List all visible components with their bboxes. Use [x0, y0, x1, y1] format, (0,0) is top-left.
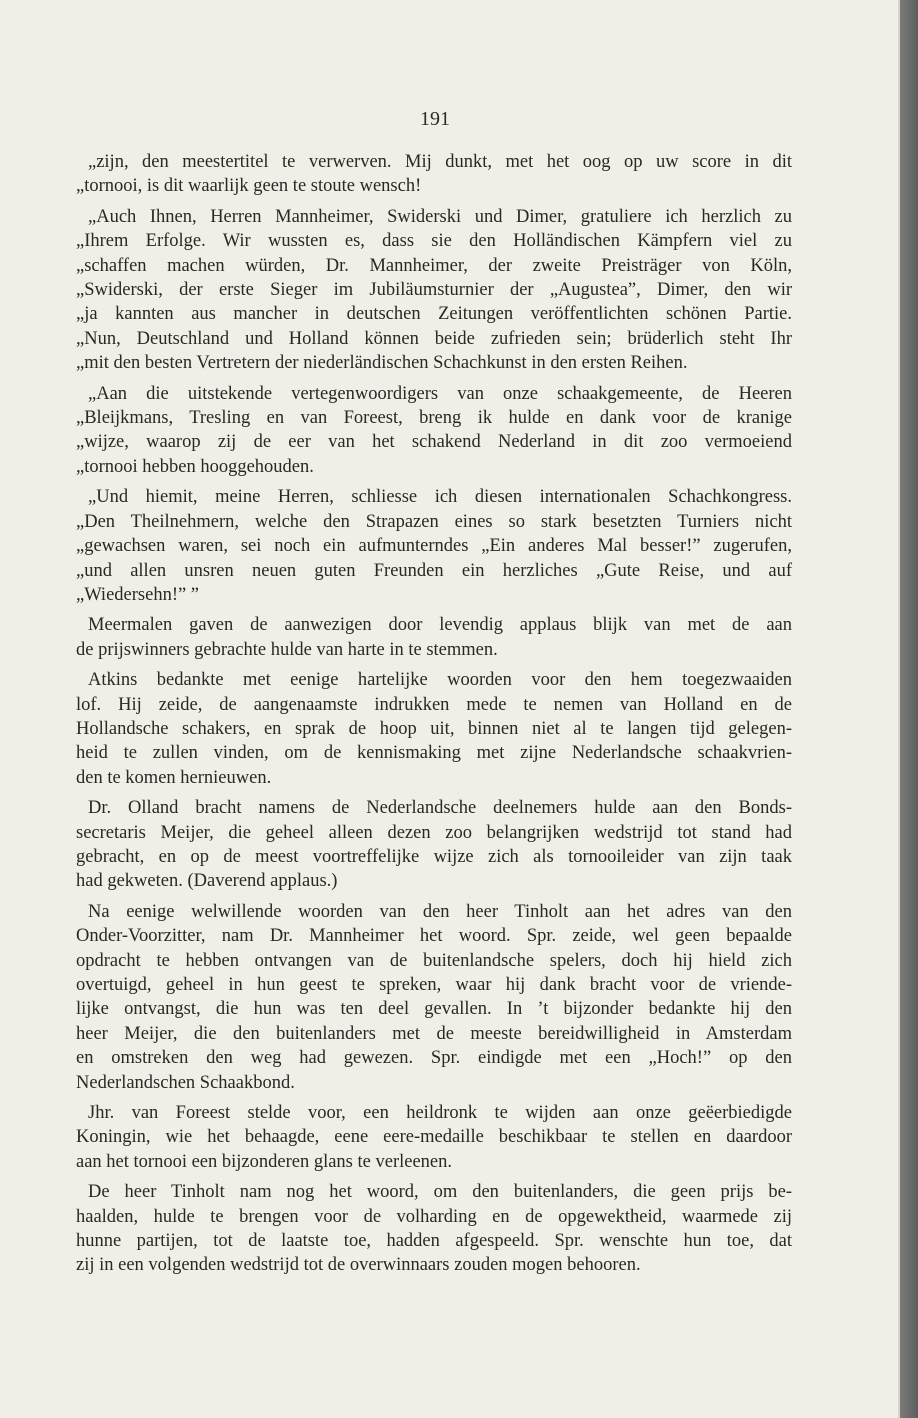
- text-line: en omstreken den weg had gewezen. Spr. eindigde met een „Hoch!” op den: [76, 1048, 792, 1069]
- paragraph: [76, 796, 792, 894]
- paragraph: [76, 485, 792, 607]
- text-line: had gekweten. (Daverend applaus.): [76, 871, 338, 892]
- text-line: de prijswinners gebrachte hulde van harte in te stemmen.: [76, 639, 498, 660]
- text-line: Dr. Olland bracht namens de Nederlandsche deelnemers hulde aan den Bonds-: [88, 798, 792, 819]
- text-line: Onder-Voorzitter, nam Dr. Mannheimer het woord. Spr. zeide, wel geen bepaalde: [76, 926, 792, 947]
- text-line: Atkins bedankte met eenige hartelijke woorden voor den hem toegezwaaiden: [88, 670, 792, 691]
- text-line: „Nun, Deutschland und Holland können beide zufrieden sein; brüderlich steht Ihr: [76, 328, 792, 349]
- text-line: „Aan die uitstekende vertegenwoordigers van onze schaakgemeente, de Heeren: [88, 383, 792, 404]
- text-line: lijke ontvangst, die hun was ten deel gevallen. In ’t bijzonder bedankte hij den: [76, 999, 792, 1020]
- text-line: Nederlandschen Schaakbond.: [76, 1072, 295, 1093]
- text-line: Meermalen gaven de aanwezigen door levendig applaus blijk van met de aan: [88, 615, 792, 636]
- text-line: gebracht, en op de meest voortreffelijke wijze zich als tornooileider van zijn taak: [76, 846, 792, 867]
- text-line: lof. Hij zeide, de aangenaamste indrukken mede te nemen van Holland en de: [76, 694, 792, 715]
- text-line: „Wiedersehn!” ”: [76, 584, 200, 605]
- text-line: overtuigd, geheel in hun geest te spreken, waar hij dank bracht voor de vriende-: [76, 975, 792, 995]
- text-line: „zijn, den meestertitel te verwerven. Mij dunkt, met het oog op uw score in dit: [88, 152, 792, 172]
- text-line: „Den Theilnehmern, welche den Strapazen eines so stark besetzten Turniers nicht: [76, 511, 792, 532]
- paragraph: [76, 1101, 792, 1174]
- text-line: heid te zullen vinden, om de kennismaking met zijne Nederlandsche schaakvrien-: [76, 743, 792, 764]
- paragraph: [76, 150, 792, 199]
- text-line: aan het tornooi een bijzonderen glans te verleenen.: [76, 1151, 453, 1172]
- text-line: „schaffen machen würden, Dr. Mannheimer, der zweite Preisträger von Köln,: [76, 255, 792, 276]
- text-line: Na eenige welwillende woorden van den heer Tinholt aan het adres van den: [88, 901, 792, 922]
- body-text: [76, 150, 792, 1284]
- text-line: zij in een volgenden wedstrijd tot de overwinnaars zouden mogen behooren.: [76, 1255, 641, 1276]
- text-line: secretaris Meijer, die geheel alleen dezen zoo belangrijken wedstrijd tot stand had: [76, 822, 792, 843]
- text-line: „gewachsen waren, sei noch ein aufmunterndes „Ein anderes Mal besser!” zugerufen,: [76, 536, 792, 557]
- text-line: „tornooi hebben hooggehouden.: [76, 456, 314, 477]
- text-line: „wijze, waarop zij de eer van het schakend Nederland in dit zoo vermoeiend: [76, 432, 792, 453]
- text-line: hunne partijen, tot de laatste toe, hadden afgespeeld. Spr. wenschte hun toe, dat: [76, 1231, 792, 1252]
- text-line: „mit den besten Vertretern der niederländischen Schachkunst in den ersten Reihen.: [76, 353, 688, 374]
- text-line: „Auch Ihnen, Herren Mannheimer, Swiderski und Dimer, gratuliere ich herzlich zu: [88, 206, 792, 227]
- paragraph: [76, 668, 792, 790]
- text-line: „ja kannten aus mancher in deutschen Zeitungen veröffentlichten schönen Partie.: [76, 304, 792, 325]
- page-number: 191: [420, 108, 450, 130]
- text-line: Hollandsche schakers, en sprak de hoop uit, binnen niet al te langen tijd gelegen-: [76, 718, 792, 739]
- text-line: „und allen unsren neuen guten Freunden ein herzliches „Gute Reise, und auf: [76, 560, 792, 581]
- text-line: De heer Tinholt nam nog het woord, om den buitenlanders, die geen prijs be-: [88, 1182, 792, 1203]
- text-line: „Swiderski, der erste Sieger im Jubiläumsturnier der „Augustea”, Dimer, den wir: [76, 280, 792, 301]
- text-line: „Und hiemit, meine Herren, schliesse ich diesen internationalen Schachkongress.: [88, 487, 792, 508]
- paragraph: [76, 1180, 792, 1278]
- text-line: opdracht te hebben ontvangen van de buitenlandsche spelers, doch hij hield zich: [76, 950, 792, 971]
- paragraph: [76, 613, 792, 662]
- page-edge: [900, 0, 918, 1418]
- text-line: haalden, hulde te brengen voor de volharding en de opgewektheid, waarmede zij: [76, 1206, 792, 1227]
- text-line: heer Meijer, die den buitenlanders met de meeste bereidwilligheid in Amsterdam: [76, 1023, 792, 1044]
- text-line: „Ihrem Erfolge. Wir wussten es, dass sie den Holländischen Kämpfern viel zu: [76, 231, 792, 252]
- text-line: Koningin, wie het behaagde, eene eere-medaille beschikbaar te stellen en daardoor: [76, 1127, 792, 1148]
- text-line: den te komen hernieuwen.: [76, 767, 272, 788]
- paragraph: [76, 382, 792, 480]
- text-line: „tornooi, is dit waarlijk geen te stoute wensch!: [76, 176, 422, 197]
- text-line: „Bleijkmans, Tresling en van Foreest, breng ik hulde en dank voor de kranige: [76, 408, 792, 429]
- text-line: Jhr. van Foreest stelde voor, een heildronk te wijden aan onze geëerbiedigde: [88, 1103, 792, 1124]
- paragraph: [76, 900, 792, 1095]
- paragraph: [76, 205, 792, 376]
